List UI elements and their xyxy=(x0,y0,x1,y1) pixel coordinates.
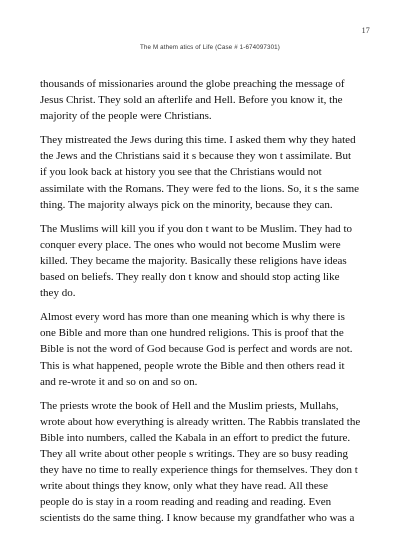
page-number: 17 xyxy=(361,26,370,35)
paragraph: The priests wrote the book of Hell and the Muslim priests, Mullahs, wrote about how everything is already written. The Rabbis translated the Bible into numbers, called the Kabala in an effort to predict the future. They all write about other people s writings. They are so busy reading they have no time to really experience things for themselves. They don t write about things they know, only what they have read. All these people do is stay in a room reading and reading and reading. Even scientists do the same thing. I know because my grandfather who was a xyxy=(40,399,361,525)
paragraph: They mistreated the Jews during this time. I asked them why they hated the Jews and the Christians said it s because they won t assimilate. But if you look back at history you see that the Christians would not assimilate with the Romans. They were fed to the lions. So, it s the same thing. The majority always pick on the minority, because they can. xyxy=(40,134,360,211)
paragraph: Almost every word has more than one meaning which is why there is one Bible and more than one hundred religions. This is proof that the Bible is not the word of God because God is perfect and words are not. This is what happened, people wrote the Bible and then others read it and re-wrote it and so on and so on. xyxy=(40,311,353,388)
running-header: The M athem atics of Life (Case # 1-674097301) xyxy=(139,44,280,51)
paragraph: thousands of missionaries around the globe preaching the message of Jesus Christ. They sold an afterlife and Hell. Before you know it, the majority of the people were Christians. xyxy=(40,78,345,123)
paragraph: The Muslims will kill you if you don t want to be Muslim. They had to conquer every place. The ones who would not become Muslim were killed. They became the majority. Basically these religions have ideas based on beliefs. They really don t know and should stop acting like they do. xyxy=(40,222,353,300)
body-text xyxy=(40,76,380,534)
